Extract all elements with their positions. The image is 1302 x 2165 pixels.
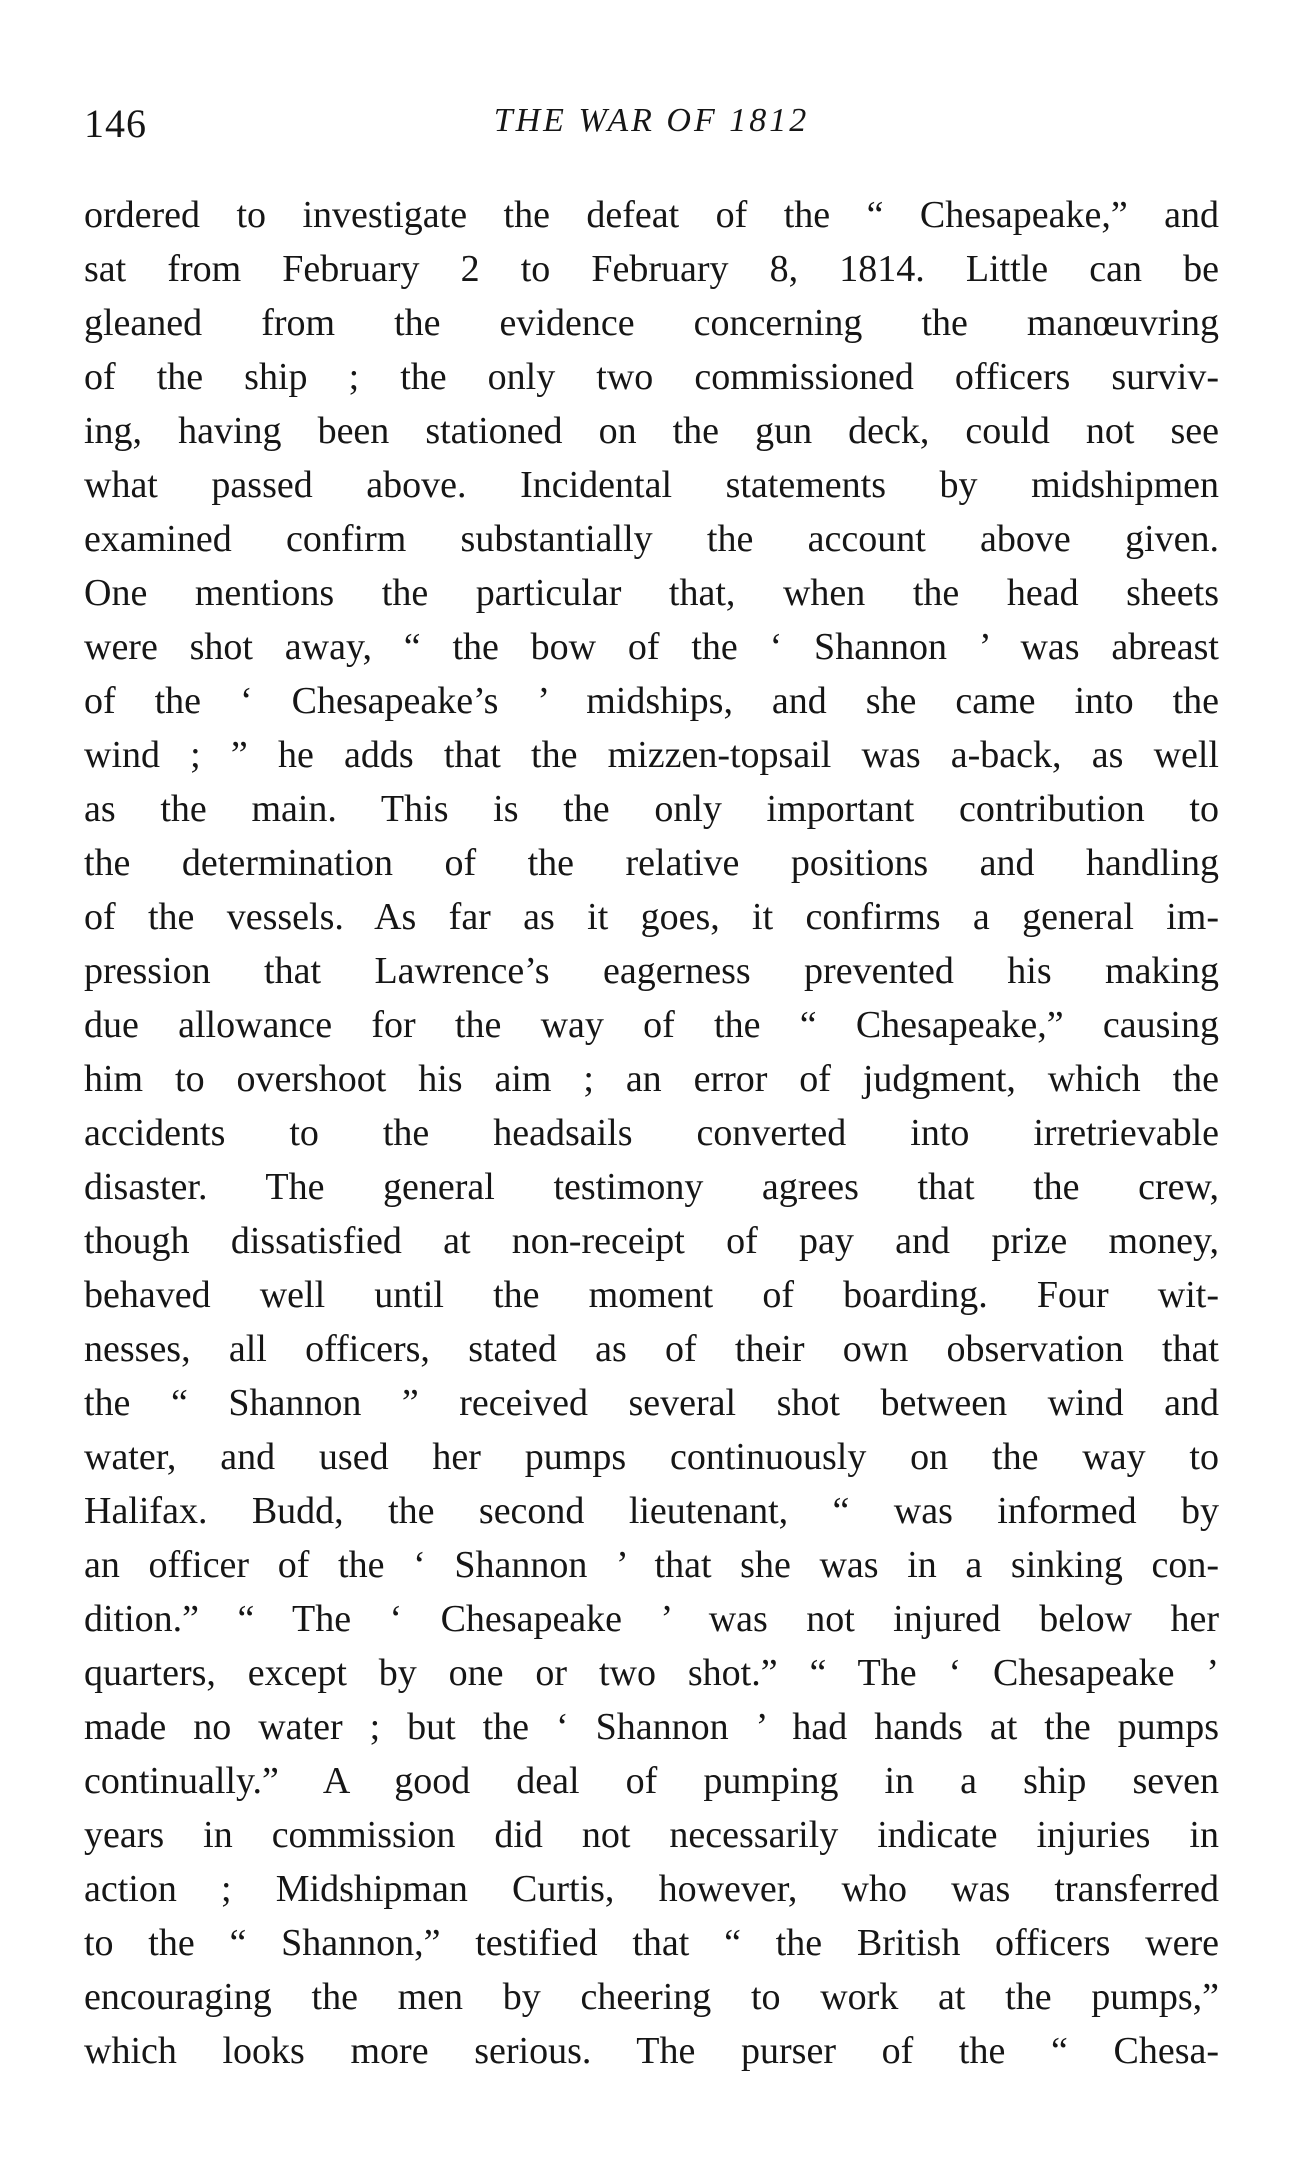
text-line: were shot away, “ the bow of the ‘ Shannon ’ was abreast [84,626,1219,668]
text-line: which looks more serious. The purser of the “ Chesa- [84,2030,1219,2072]
text-line: ordered to investigate the defeat of the “ Chesapeake,” and [84,194,1219,236]
text-line: an officer of the ‘ Shannon ’ that she was in a sinking con- [84,1544,1219,1586]
text-line: the “ Shannon ” received several shot between wind and [84,1382,1219,1424]
text-line: though dissatisfied at non-receipt of pay and prize money, [84,1220,1219,1262]
text-line: encouraging the men by cheering to work at the pumps,” [84,1976,1219,2018]
text-line: accidents to the headsails converted into irretrievable [84,1112,1219,1154]
text-line: pression that Lawrence’s eagerness prevented his making [84,950,1219,992]
text-line: dition.” “ The ‘ Chesapeake ’ was not injured below her [84,1598,1219,1640]
text-line: gleaned from the evidence concerning the manœuvring [84,302,1219,344]
page-number: 146 [84,101,147,146]
text-line: Halifax. Budd, the second lieutenant, “ was informed by [84,1490,1219,1532]
text-line: made no water ; but the ‘ Shannon ’ had hands at the pumps [84,1706,1219,1748]
text-line: of the ship ; the only two commissioned officers surviv- [84,356,1219,398]
text-line: disaster. The general testimony agrees that the crew, [84,1166,1219,1208]
body-text [84,188,1219,2078]
text-line: behaved well until the moment of boarding. Four wit- [84,1274,1219,1316]
text-line: examined confirm substantially the account above given. [84,518,1219,560]
text-line: nesses, all officers, stated as of their own observation that [84,1328,1219,1370]
text-line: due allowance for the way of the “ Chesapeake,” causing [84,1004,1219,1046]
text-line: action ; Midshipman Curtis, however, who was transferred [84,1868,1219,1910]
text-line: the determination of the relative positions and handling [84,842,1219,884]
text-line: ing, having been stationed on the gun deck, could not see [84,410,1219,452]
text-line: years in commission did not necessarily indicate injuries in [84,1814,1219,1856]
text-line: of the ‘ Chesapeake’s ’ midships, and she came into the [84,680,1219,722]
text-line: what passed above. Incidental statements by midshipmen [84,464,1219,506]
text-line: water, and used her pumps continuously on the way to [84,1436,1219,1478]
text-line: One mentions the particular that, when the head sheets [84,572,1219,614]
text-line: wind ; ” he adds that the mizzen-topsail was a-back, as well [84,734,1219,776]
page-header [84,100,1219,150]
text-line: as the main. This is the only important contribution to [84,788,1219,830]
text-line: continually.” A good deal of pumping in a ship seven [84,1760,1219,1802]
text-line: of the vessels. As far as it goes, it confirms a general im- [84,896,1219,938]
text-line: sat from February 2 to February 8, 1814. Little can be [84,248,1219,290]
text-line: quarters, except by one or two shot.” “ The ‘ Chesapeake ’ [84,1652,1219,1694]
running-title: THE WAR OF 1812 [493,102,810,139]
text-line: him to overshoot his aim ; an error of judgment, which the [84,1058,1219,1100]
text-line: to the “ Shannon,” testified that “ the British officers were [84,1922,1219,1964]
